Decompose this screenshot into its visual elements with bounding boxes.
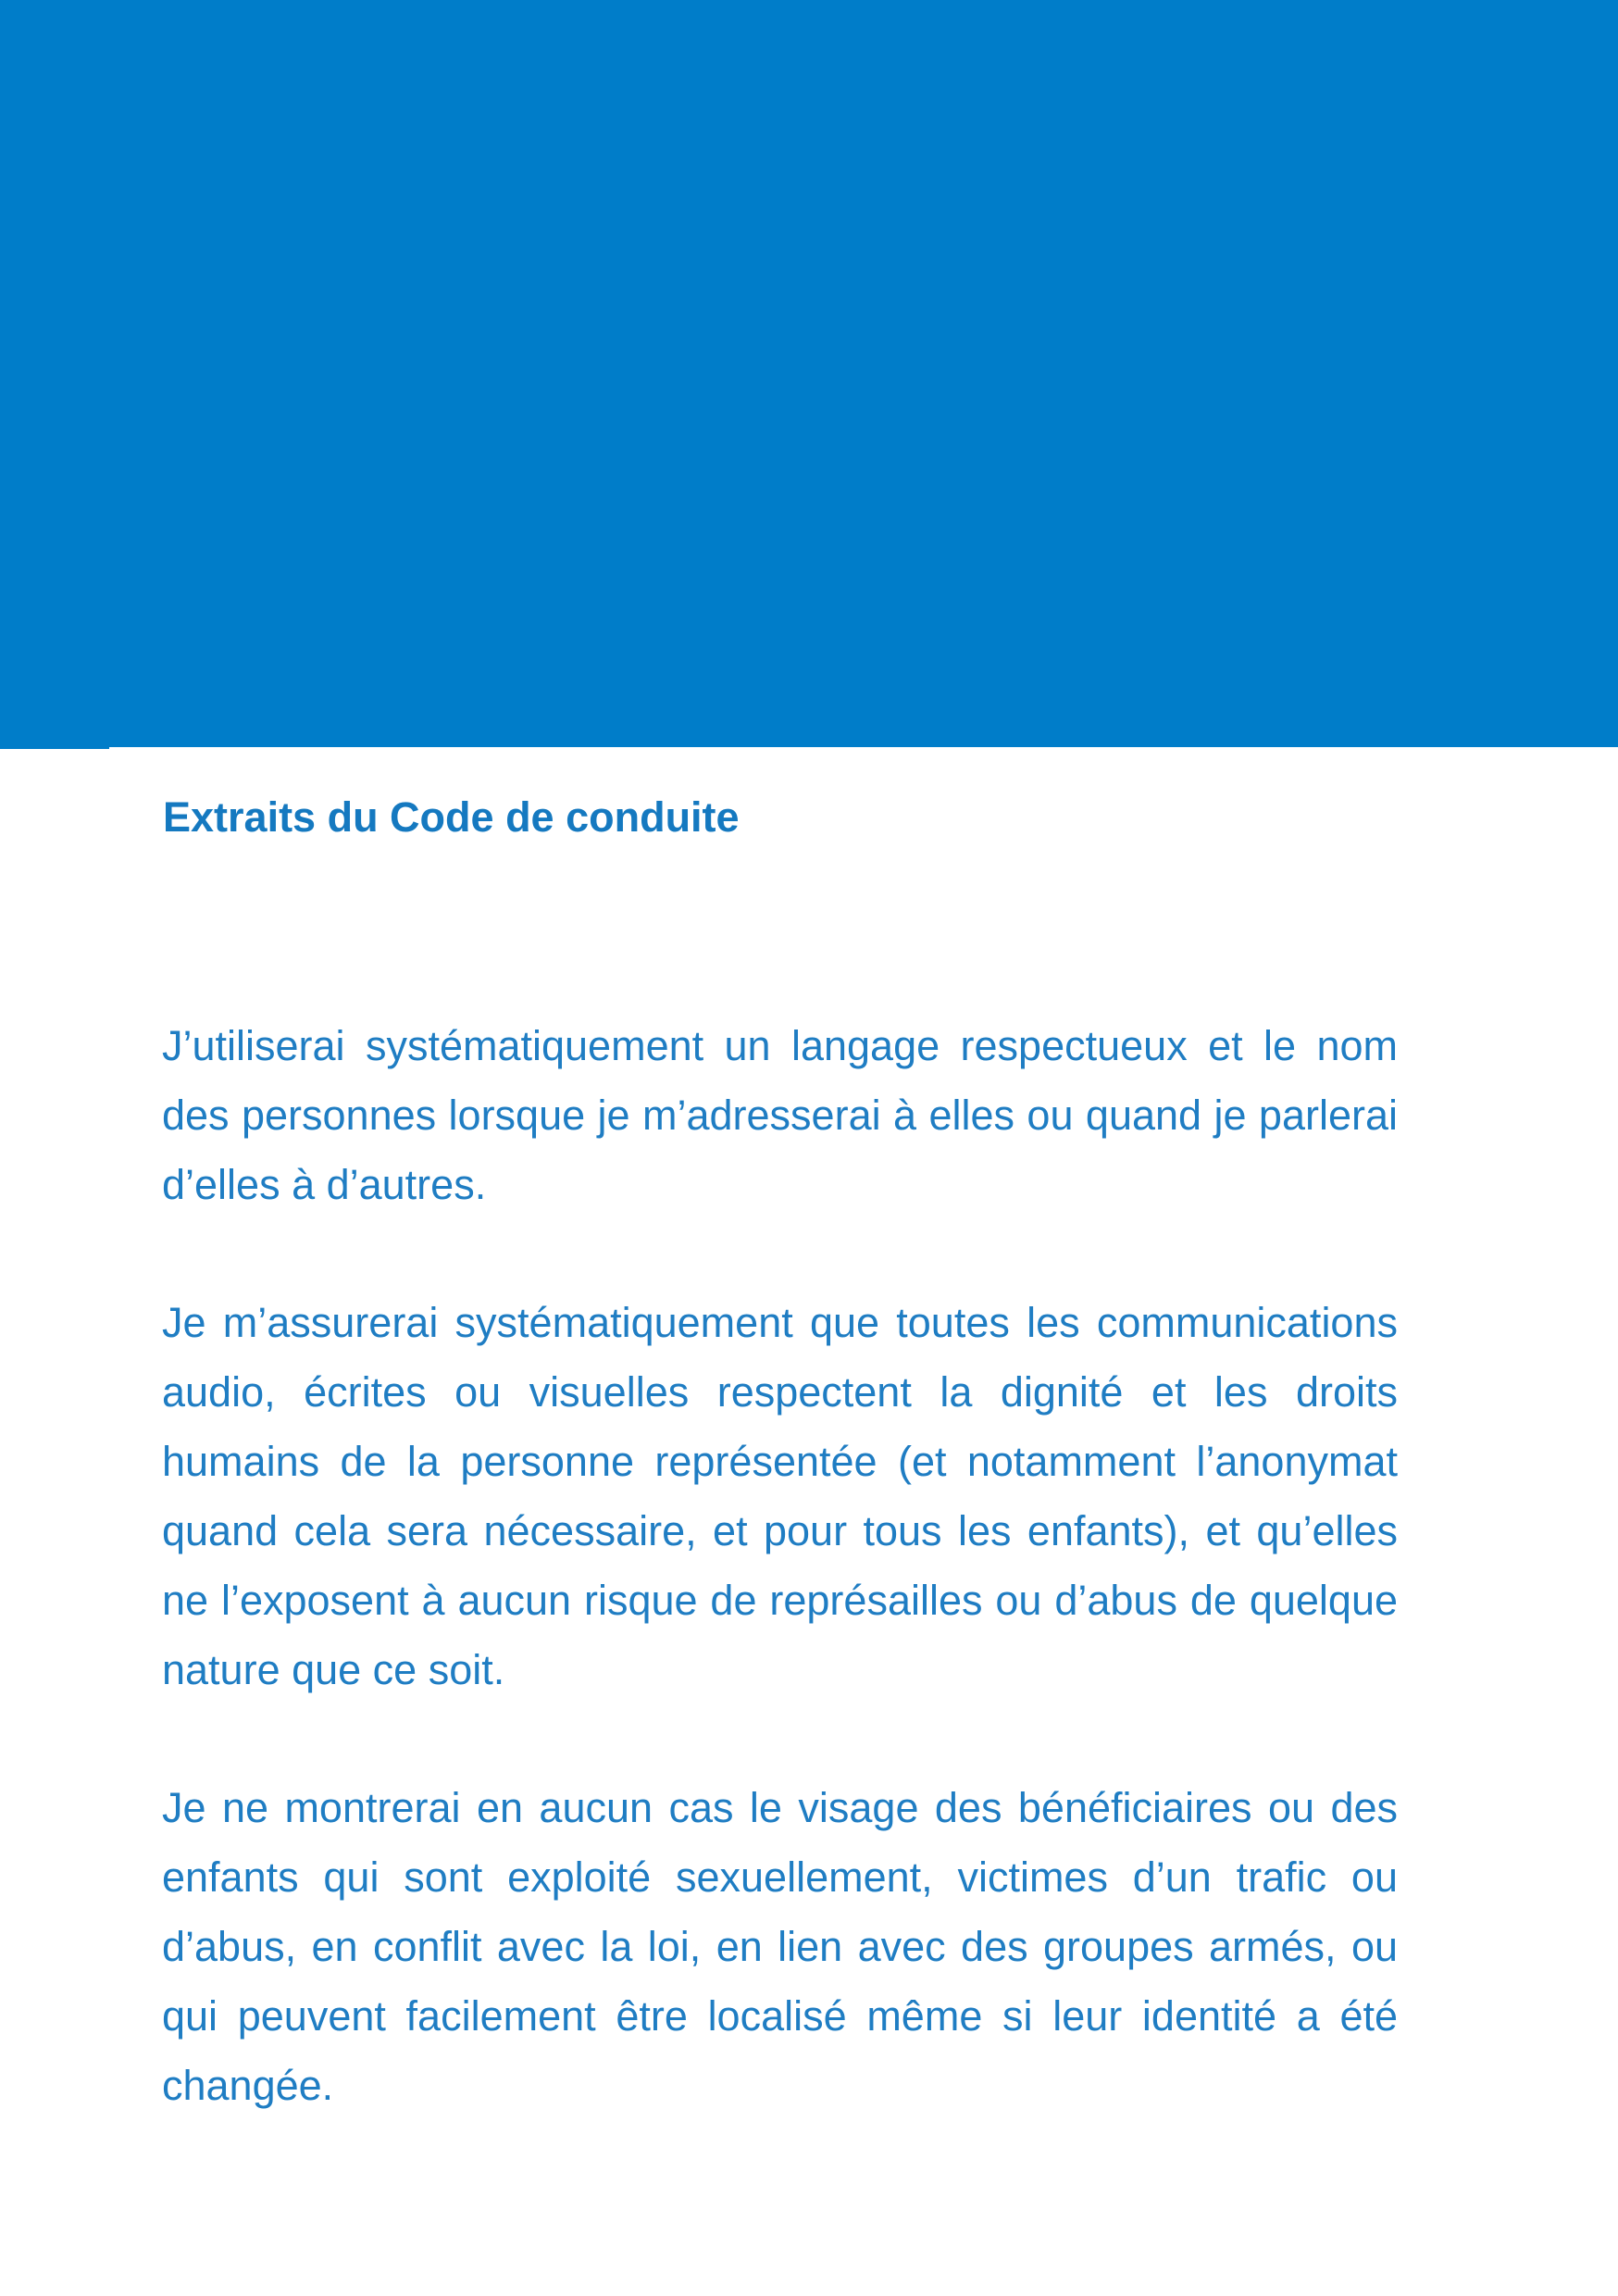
- code-of-conduct-excerpts: [162, 1011, 1398, 2120]
- section-heading: Extraits du Code de conduite: [163, 793, 740, 841]
- paragraph-face-protection: Je ne montrerai en aucun cas le visage des bénéficiaires ou des enfants qui sont exploité sexuellement, victimes d’un trafic ou d’abus, en conflit avec la loi, en lien avec des groupes armés, ou qui peuvent facilement être localisé même si leur identité a été changée.: [162, 1784, 1398, 2109]
- paragraph-communications-dignity: Je m’assurerai systématiquement que toutes les communications audio, écrites ou visuelles respectent la dignité et les droits humains de la personne représentée (et notamment l’anonymat quand cela sera nécessaire, et pour tous les enfants), et qu’elles ne l’exposent à aucun risque de représailles ou d’abus de quelque nature que ce soit.: [162, 1299, 1398, 1693]
- paragraph-respectful-language: J’utiliserai systématiquement un langage respectueux et le nom des personnes lorsque je m’adresserai à elles ou quand je parlerai d’elles à d’autres.: [162, 1022, 1398, 1208]
- banner-edge: [0, 747, 109, 749]
- header-banner: [0, 0, 1618, 747]
